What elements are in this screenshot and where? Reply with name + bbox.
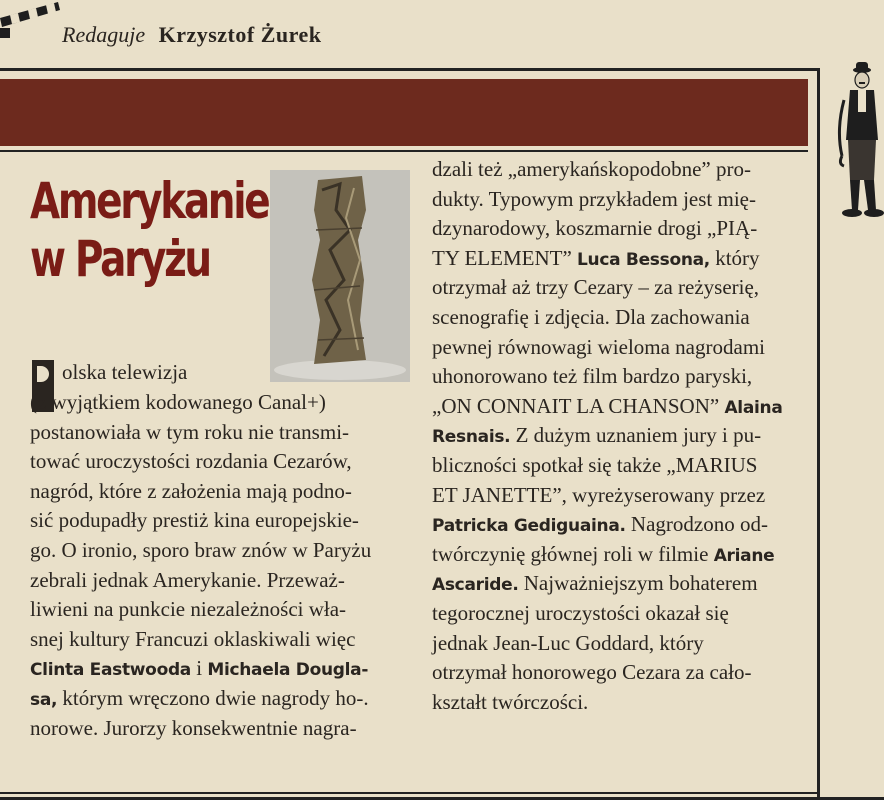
text-run: Z dużym uznaniem jury i pu-	[510, 423, 762, 448]
text-run: „ON CONNAIT LA CHANSON”	[432, 393, 725, 418]
text-line	[432, 392, 807, 422]
text-line	[432, 333, 807, 363]
text-run: scenografię i zdjęcia. Dla zachowania	[432, 304, 750, 329]
text-run: go. O ironio, sporo braw znów w Paryżu	[30, 537, 372, 562]
left-column-opening	[62, 358, 262, 388]
text-line	[432, 244, 807, 274]
headline-line-2: w Paryżu	[30, 230, 210, 288]
text-run: twórczynię głównej roli w filmie	[432, 541, 714, 566]
film-clapperboard-icon	[0, 0, 60, 38]
text-line	[30, 654, 405, 684]
text-run: kształt twórczości.	[432, 689, 589, 714]
text-line	[30, 714, 405, 744]
text-line	[432, 273, 807, 303]
text-line	[432, 362, 807, 392]
text-line	[432, 599, 807, 629]
editor-name: Krzysztof Żurek	[158, 22, 322, 47]
text-line	[30, 506, 405, 536]
emphasized-name: Ascaride.	[432, 575, 519, 596]
text-line	[432, 510, 807, 540]
text-line	[30, 418, 405, 448]
cesar-statuette-photo	[270, 170, 410, 382]
text-run: snej kultury Francuzi oklaskiwali więc	[30, 626, 356, 651]
frame-right-rule	[817, 68, 820, 800]
text-run: tegorocznej uroczystości okazał się	[432, 600, 729, 625]
frame-top-rule	[0, 68, 820, 71]
text-run: którym wręczono dwie nagrody ho-.	[57, 685, 369, 710]
text-run: który	[709, 245, 760, 270]
text-run: Najważniejszym bohaterem	[518, 571, 758, 596]
editor-credit	[62, 22, 322, 48]
text-line	[432, 185, 807, 215]
text-run: dukty. Typowym przykładem jest mię-	[432, 186, 756, 211]
emphasized-name: Patricka Gediguaina.	[432, 516, 626, 537]
text-line	[30, 477, 405, 507]
emphasized-name: Alaina	[724, 397, 783, 418]
banner-rule	[0, 150, 808, 152]
frame-bottom-rule	[0, 792, 820, 794]
text-run: bliczności spotkał się także „MARIUS	[432, 452, 758, 477]
text-line	[432, 629, 807, 659]
text-line	[432, 421, 807, 451]
text-run: norowe. Jurorzy konsekwentnie nagra-	[30, 715, 357, 740]
text-line	[432, 658, 807, 688]
emphasized-name: Resnais.	[432, 427, 511, 448]
left-column	[30, 388, 405, 743]
text-line	[432, 569, 807, 599]
text-line	[432, 155, 807, 185]
text-line	[30, 536, 405, 566]
text-run: jednak Jean-Luc Goddard, który	[432, 630, 704, 655]
text-line	[432, 481, 807, 511]
text-line	[432, 451, 807, 481]
chaplin-silhouette-icon	[830, 60, 884, 220]
right-column	[432, 155, 807, 717]
text-line	[432, 303, 807, 333]
text-run: tować uroczystości rozdania Cezarów,	[30, 449, 352, 474]
text-line	[30, 595, 405, 625]
text-run: ET JANETTE”, wyreżyserowany przez	[432, 482, 766, 507]
text-run: sić podupadły prestiż kina europejskie-	[30, 508, 359, 533]
headline-line-1: Amerykanie	[30, 172, 269, 230]
text-run: Nagrodzono od-	[625, 512, 768, 537]
text-run: pewnej równowagi wieloma nagrodami	[432, 334, 765, 359]
editor-role: Redaguje	[62, 22, 146, 47]
text-run: liwieni na punkcie niezależności wła-	[30, 597, 347, 622]
emphasized-name: Michaela Dougla-	[207, 660, 369, 681]
text-run: TY ELEMENT”	[432, 245, 578, 270]
section-banner	[0, 79, 808, 146]
text-line	[432, 214, 807, 244]
text-run: otrzymał honorowego Cezara za cało-	[432, 660, 752, 685]
text-line	[30, 388, 405, 418]
text-line: olska telewizja	[62, 360, 188, 384]
text-run: (z wyjątkiem kodowanego Canal+)	[30, 390, 326, 414]
text-line	[432, 688, 807, 718]
emphasized-name: sa,	[30, 689, 58, 710]
text-line	[30, 684, 405, 714]
text-run: postanowiała w tym roku nie transmi-	[30, 419, 350, 444]
text-run: dzali też „amerykańskopodobne” pro-	[432, 157, 751, 181]
text-line	[30, 625, 405, 655]
emphasized-name: Ariane	[713, 545, 775, 566]
text-run: otrzymał aż trzy Cezary – za reżyserię,	[432, 275, 760, 300]
emphasized-name: Clinta Eastwooda	[30, 660, 191, 681]
text-run: uhonorowano też film bardzo paryski,	[432, 364, 753, 389]
text-line	[30, 447, 405, 477]
text-run: nagród, które z założenia mają podno-	[30, 478, 352, 503]
text-run: i	[190, 656, 208, 681]
text-run: dzynarodowy, koszmarnie drogi „PIĄ-	[432, 216, 758, 241]
text-run: zebrali jednak Amerykanie. Przeważ-	[30, 567, 345, 592]
text-line	[432, 540, 807, 570]
emphasized-name: Luca Bessona,	[577, 249, 710, 270]
text-line	[30, 566, 405, 596]
article-headline	[30, 172, 269, 288]
